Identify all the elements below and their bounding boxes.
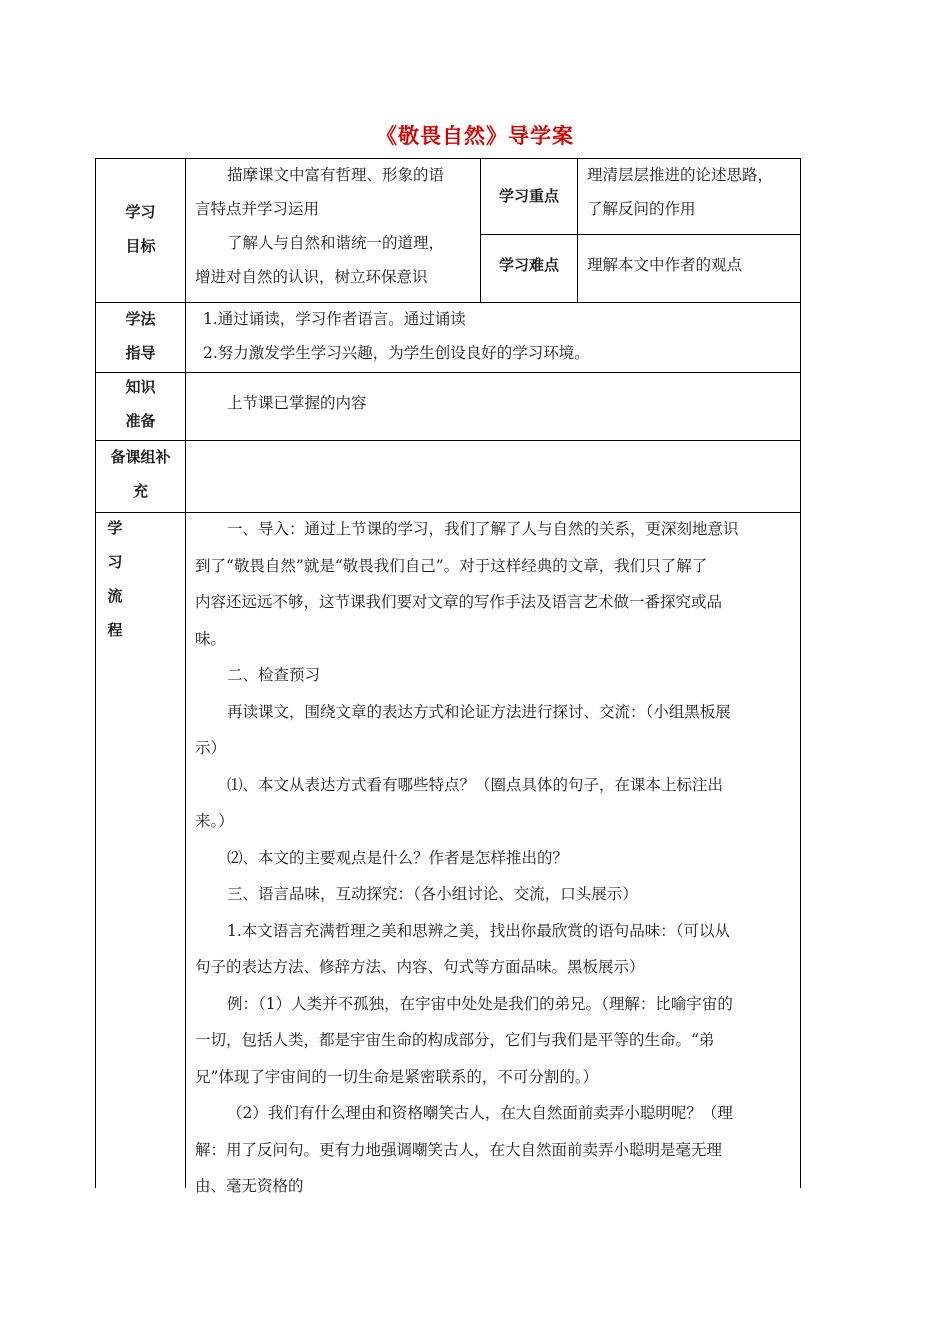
process-line: 兄”体现了宇宙间的一切生命是紧密联系的，不可分割的。） <box>195 1067 599 1086</box>
process-line: ⑵、本文的主要观点是什么？作者是怎样推出的？ <box>227 848 569 867</box>
knowledge-label-line1: 知识 <box>125 378 156 396</box>
row-divider-knowledge <box>95 440 801 441</box>
process-label-char: 学 <box>107 519 123 537</box>
supplement-label-line2: 充 <box>132 482 148 500</box>
process-line: 味。 <box>195 629 227 648</box>
objectives-line: 言特点并学习运用 <box>195 200 320 218</box>
process-line: ⑴、本文从表达方式看有哪些特点？（圈点具体的句子，在课本上标注出 <box>227 775 724 794</box>
row-divider-method <box>95 372 801 373</box>
difficult-point-text: 理解本文中作者的观点 <box>587 256 743 274</box>
table-border-right <box>800 158 801 1188</box>
process-label-char: 习 <box>107 553 123 571</box>
method-text <box>203 302 590 370</box>
method-label <box>96 302 185 370</box>
objectives-label <box>96 195 185 263</box>
process-label-char: 流 <box>107 587 123 605</box>
key-point-text <box>587 158 773 226</box>
method-line: 2.努力激发学生学习兴趣，为学生创设良好的学习环境。 <box>203 344 590 362</box>
process-line: 由、毫无资格的 <box>195 1177 304 1195</box>
objectives-label-line1: 学习 <box>125 203 156 221</box>
knowledge-text: 上节课已掌握的内容 <box>227 394 367 412</box>
process-line: 解：用了反问句。更有力地强调嘲笑古人，在大自然面前卖弄小聪明是毫无理 <box>195 1140 723 1159</box>
process-line: 到了“敬畏自然”就是“敬畏我们自己”。对于这样经典的文章，我们只了解了 <box>195 556 708 575</box>
objectives-text <box>195 158 444 294</box>
objectives-line: 了解人与自然和谐统一的道理， <box>227 234 445 252</box>
method-label-line1: 学法 <box>125 310 156 328</box>
process-line: 1.本文语言充满哲理之美和思辨之美，找出你最欣赏的语句品味：（可以从 <box>227 921 731 940</box>
process-line: 示） <box>195 739 227 757</box>
method-label-line2: 指导 <box>125 344 156 362</box>
difficult-point-label: 学习难点 <box>498 256 559 274</box>
key-point-label: 学习重点 <box>498 187 559 205</box>
objectives-label-line2: 目标 <box>125 237 156 255</box>
process-line: 来。） <box>195 812 234 830</box>
key-point-line: 理清层层推进的论述思路， <box>587 166 774 184</box>
process-line: 内容还远远不够，这节课我们要对文章的写作手法及语言艺术做一番探究或品 <box>195 593 723 611</box>
process-label-char: 程 <box>107 621 123 639</box>
process-line: （2）我们有什么理由和资格嘲笑古人，在大自然面前卖弄小聪明呢？（理 <box>227 1104 733 1122</box>
process-label <box>100 511 130 647</box>
key-label-column-divider <box>577 158 578 302</box>
supplement-label <box>96 440 185 508</box>
objectives-line: 增进对自然的认识，树立环保意识 <box>195 268 428 286</box>
process-line: 一切，包括人类，都是宇宙生命的构成部分，它们与我们是平等的生命。“弟 <box>195 1031 715 1049</box>
method-line: 1.通过诵读，学习作者语言。通过诵读 <box>203 310 466 328</box>
process-line: 句子的表达方法、修辞方法、内容、句式等方面品味。黑板展示） <box>195 958 645 976</box>
objectives-line: 描摩课文中富有哲理、形象的语 <box>227 166 445 184</box>
process-line: 三、语言品味，互动探究：（各小组讨论、交流，口头展示） <box>227 885 638 903</box>
process-line: 二、检查预习 <box>227 666 321 684</box>
supplement-label-line1: 备课组补 <box>110 448 171 466</box>
page-title: 《敬畏自然》导学案 <box>376 124 574 148</box>
process-text <box>195 511 739 1205</box>
process-line: 再读课文，围绕文章的表达方式和论证方法进行探讨、交流：（小组黑板展 <box>227 702 731 721</box>
key-point-line: 了解反问的作用 <box>587 200 696 218</box>
knowledge-label-line2: 准备 <box>125 412 156 430</box>
label-column-divider <box>185 158 186 1188</box>
process-line: 例：（1）人类并不孤独，在宇宙中处处是我们的弟兄。（理解：比喻宇宙的 <box>227 994 733 1013</box>
row-divider-key <box>480 234 801 235</box>
process-line: 一、导入：通过上节课的学习，我们了解了人与自然的关系，更深刻地意识 <box>227 520 739 538</box>
knowledge-label <box>96 370 185 438</box>
